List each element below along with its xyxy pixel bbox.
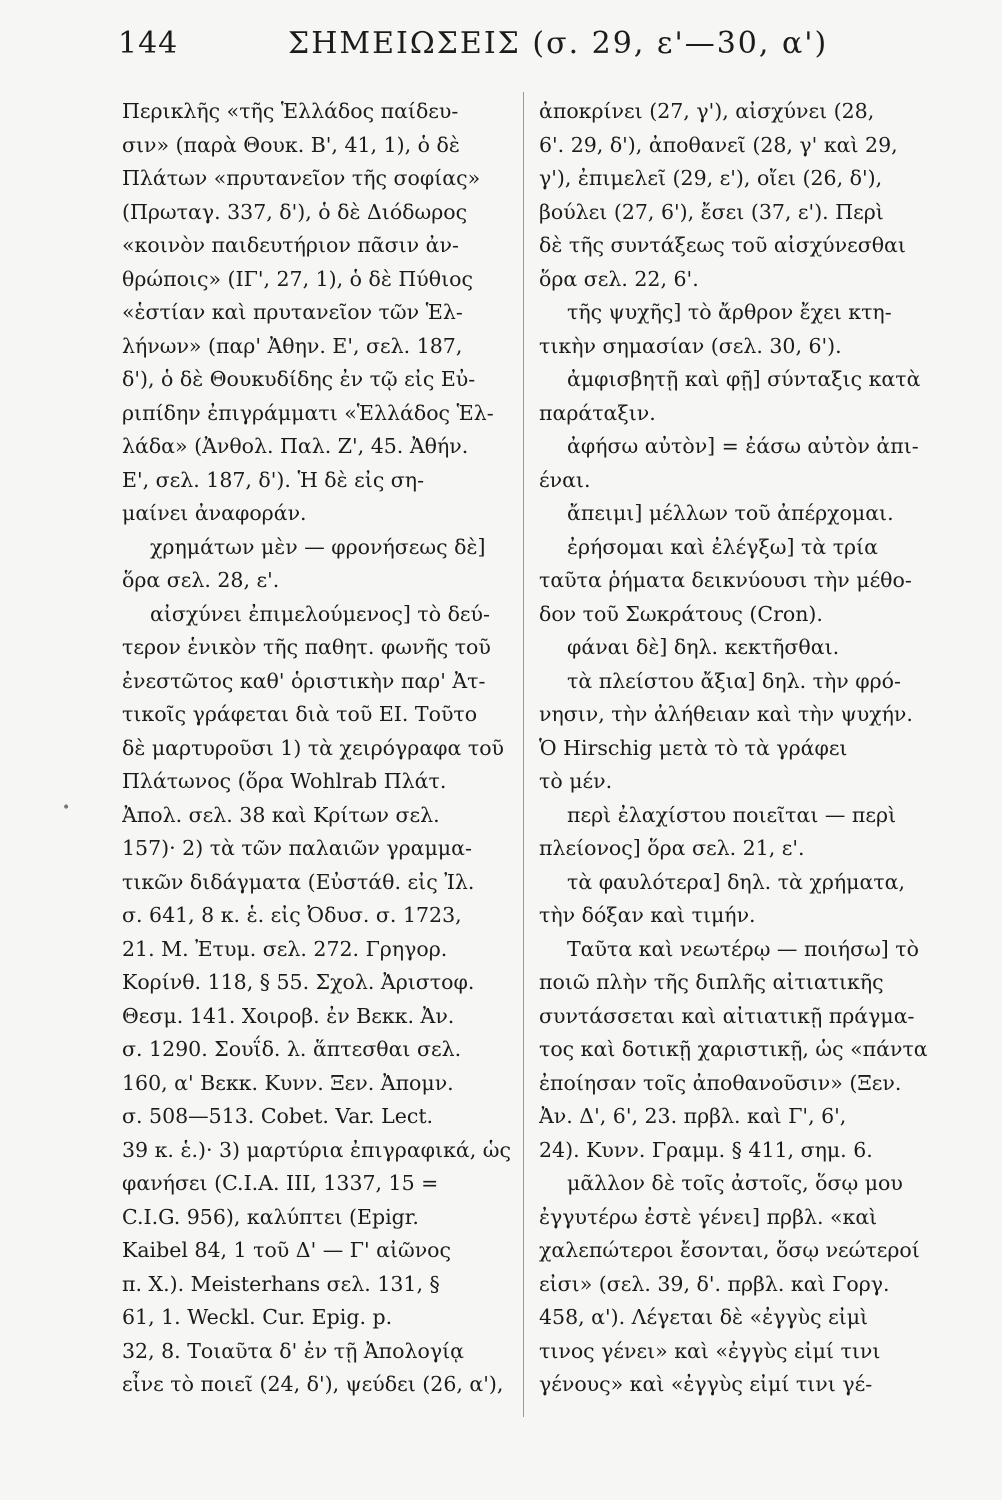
text-line: τὴν δόξαν καὶ τιμήν. [539,903,756,927]
text-line: «κοινὸν παιδευτήριον πᾶσιν ἀν- [122,233,459,257]
text-line: λάδα» (Ἀνθολ. Παλ. Ζ', 45. Ἀθήν. [122,434,469,458]
running-title: ΣΗΜΕΙΩΣΕΙΣ (σ. 29, ε'—30, α') [288,26,829,61]
text-line: 458, α'). Λέγεται δὲ «ἐγγὺς εἰμὶ [539,1305,869,1329]
text-line: τος καὶ δοτικῇ χαριστικῇ, ὡς «πάντα [539,1037,928,1061]
text-line: συντάσσεται καὶ αἰτιατικῇ πράγμα- [539,1003,915,1028]
text-line: θρώποις» (ΙΓ', 27, 1), ὁ δὲ Πύθιος [122,266,473,291]
text-line: 24). Κυνν. Γραμμ. § 411, σημ. 6. [539,1137,873,1162]
text-line: τὰ πλείστου ἄξια] δηλ. τὴν φρό- [567,668,901,693]
text-line: τικῶν διδάγματα (Εὐστάθ. εἰς Ἰλ. [122,869,475,894]
text-line: Κορίνθ. 118, § 55. Σχολ. Ἀριστοφ. [122,970,475,994]
text-line: 32, 8. Τοιαῦτα δ' ἐν τῇ Ἀπολογίᾳ [122,1338,464,1363]
text-line: εἰσι» (σελ. 39, δ'. πρβλ. καὶ Γοργ. [539,1271,890,1296]
text-line: ἐνεστῶτος καθ' ὁριστικὴν παρ' Ἀτ- [122,668,486,693]
text-line: Πλάτων «πρυτανεῖον τῆς σοφίας» [122,166,481,190]
text-line: 39 κ. ἑ.)· 3) μαρτύρια ἐπιγραφικά, ὡς [122,1137,511,1162]
text-line: (Πρωταγ. 337, δ'), ὁ δὲ Διόδωρος [122,199,468,224]
page-number: 144 [118,26,179,61]
text-line: τῆς ψυχῆς] τὸ ἄρθρον ἔχει κτη- [567,300,892,324]
text-line: σ. 508—513. Cobet. Var. Lect. [122,1104,434,1128]
text-line: ὅρα σελ. 22, 6'. [539,266,699,291]
page-header [0,20,1002,68]
text-line: Ὁ Hirschig μετὰ τὸ τὰ γράφει [539,735,848,760]
left-column [122,95,514,1402]
text-line: ἀποκρίνει (27, γ'), αἰσχύνει (28, [539,99,875,123]
text-line: τικὴν σημασίαν (σελ. 30, 6'). [539,333,842,358]
text-line: Περικλῆς «τῆς Ἑλλάδος παίδευ- [122,99,459,123]
margin-dot: • [62,800,71,816]
text-line: γ'), ἐπιμελεῖ (29, ε'), οἴει (26, δ'), [539,166,883,190]
column-divider [523,92,524,1417]
text-line: φάναι δὲ] δηλ. κεκτῆσθαι. [567,635,840,659]
text-line: Θεσμ. 141. Χοιροβ. ἐν Βεκκ. Ἀν. [122,1003,455,1028]
text-line: 160, α' Βεκκ. Κυνν. Ξεν. Ἀπομν. [122,1070,454,1095]
text-line: ταῦτα ῥήματα δεικνύουσι τὴν μέθο- [539,568,912,592]
text-line: παράταξιν. [539,400,656,425]
text-line: δὲ τῆς συντάξεως τοῦ αἰσχύνεσθαι [539,233,906,257]
text-line: ἀφήσω αὐτὸν] = ἐάσω αὐτὸν ἀπι- [567,434,919,458]
text-line: Kaibel 84, 1 τοῦ Δ' — Γ' αἰῶνος [122,1238,451,1262]
right-column [539,95,929,1402]
text-line: 21. Μ. Ἐτυμ. σελ. 272. Γρηγορ. [122,936,448,961]
text-line: Πλάτωνος (ὅρα Wohlrab Πλάτ. [122,769,447,793]
text-line: περὶ ἐλαχίστου ποιεῖται — περὶ [567,802,897,827]
text-line: 61, 1. Weckl. Cur. Epig. p. [122,1305,393,1329]
text-line: τινος γένει» καὶ «ἐγγὺς εἰμί τινι [539,1338,881,1363]
text-line: ριπίδην ἐπιγράμματι «Ἑλλάδος Ἑλ- [122,400,494,425]
text-line: φανήσει (C.I.A. III, 1337, 15 = [122,1171,439,1195]
text-line: αἰσχύνει ἐπιμελούμενος] τὸ δεύ- [150,601,490,626]
text-line: έναι. [539,467,591,492]
text-line: ἐρήσομαι καὶ ἐλέγξω] τὰ τρία [567,534,878,559]
text-line: ὅρα σελ. 28, ε'. [122,568,280,592]
text-line: γένους» καὶ «ἐγγὺς εἰμί τινι γέ- [539,1372,873,1396]
text-line: σ. 1290. Σουΐδ. λ. ἅπτεσθαι σελ. [122,1037,462,1061]
text-line: C.I.G. 956), καλύπτει (Epigr. [122,1204,419,1229]
text-line: μαίνει ἀναφοράν. [122,501,307,525]
text-line: δ'), ὁ δὲ Θουκυδίδης ἐν τῷ εἰς Εὐ- [122,367,476,391]
text-line: νησιν, τὴν ἀλήθειαν καὶ τὴν ψυχήν. [539,702,913,726]
text-line: ἐγγυτέρω ἐστὲ γένει] πρβλ. «καὶ [539,1204,878,1229]
text-line: Ἀν. Δ', 6', 23. πρβλ. καὶ Γ', 6', [539,1104,847,1128]
text-line: ἄπειμι] μέλλων τοῦ ἀπέρχομαι. [567,501,894,525]
text-line: λήνων» (παρ' Ἀθην. Ε', σελ. 187, [122,333,463,358]
text-line: π. Χ.). Meisterhans σελ. 131, § [122,1271,440,1296]
text-line: τερον ἑνικὸν τῆς παθητ. φωνῆς τοῦ [122,635,491,659]
text-line: χαλεπώτεροι ἔσονται, ὅσῳ νεώτεροί [539,1238,920,1262]
text-line: πλείονος] ὅρα σελ. 21, ε'. [539,836,805,860]
text-line: ποιῶ πλὴν τῆς διπλῆς αἰτιατικῆς [539,970,884,994]
text-line: χρημάτων μὲν — φρονήσεως δὲ] [150,534,486,559]
text-line: μᾶλλον δὲ τοῖς ἀστοῖς, ὅσῳ μου [567,1171,903,1195]
text-line: σιν» (παρὰ Θουκ. Β', 41, 1), ὁ δὲ [122,132,460,157]
text-line: 157)· 2) τὰ τῶν παλαιῶν γραμμα- [122,836,472,860]
text-line: 6'. 29, δ'), ἀποθανεῖ (28, γ' καὶ 29, [539,132,898,157]
text-line: δον τοῦ Σωκράτους (Cron). [539,601,823,626]
text-line: σ. 641, 8 κ. ἑ. εἰς Ὀδυσ. σ. 1723, [122,903,462,927]
text-line: ἐποίησαν τοῖς ἀποθανοῦσιν» (Ξεν. [539,1070,902,1095]
text-line: τικοῖς γράφεται διὰ τοῦ ΕΙ. Τοῦτο [122,702,478,726]
text-line: τὰ φαυλότερα] δηλ. τὰ χρήματα, [567,869,906,894]
text-line: Ε', σελ. 187, δ'). Ἡ δὲ εἰς ση- [122,467,425,492]
text-line: ἀμφισβητῇ καὶ φῇ] σύνταξις κατὰ [567,367,921,391]
text-line: δὲ μαρτυροῦσι 1) τὰ χειρόγραφα τοῦ [122,735,505,760]
text-line: Ταῦτα καὶ νεωτέρῳ — ποιήσω] τὸ [567,936,919,961]
text-line: εἶνε τὸ ποιεῖ (24, δ'), ψεύδει (26, α'), [122,1372,504,1396]
text-line: Ἀπολ. σελ. 38 καὶ Κρίτων σελ. [122,802,440,827]
text-line: τὸ μέν. [539,769,613,793]
text-line: βούλει (27, 6'), ἔσει (37, ε'). Περὶ [539,199,884,224]
text-line: «ἑστίαν καὶ πρυτανεῖον τῶν Ἑλ- [122,300,463,324]
